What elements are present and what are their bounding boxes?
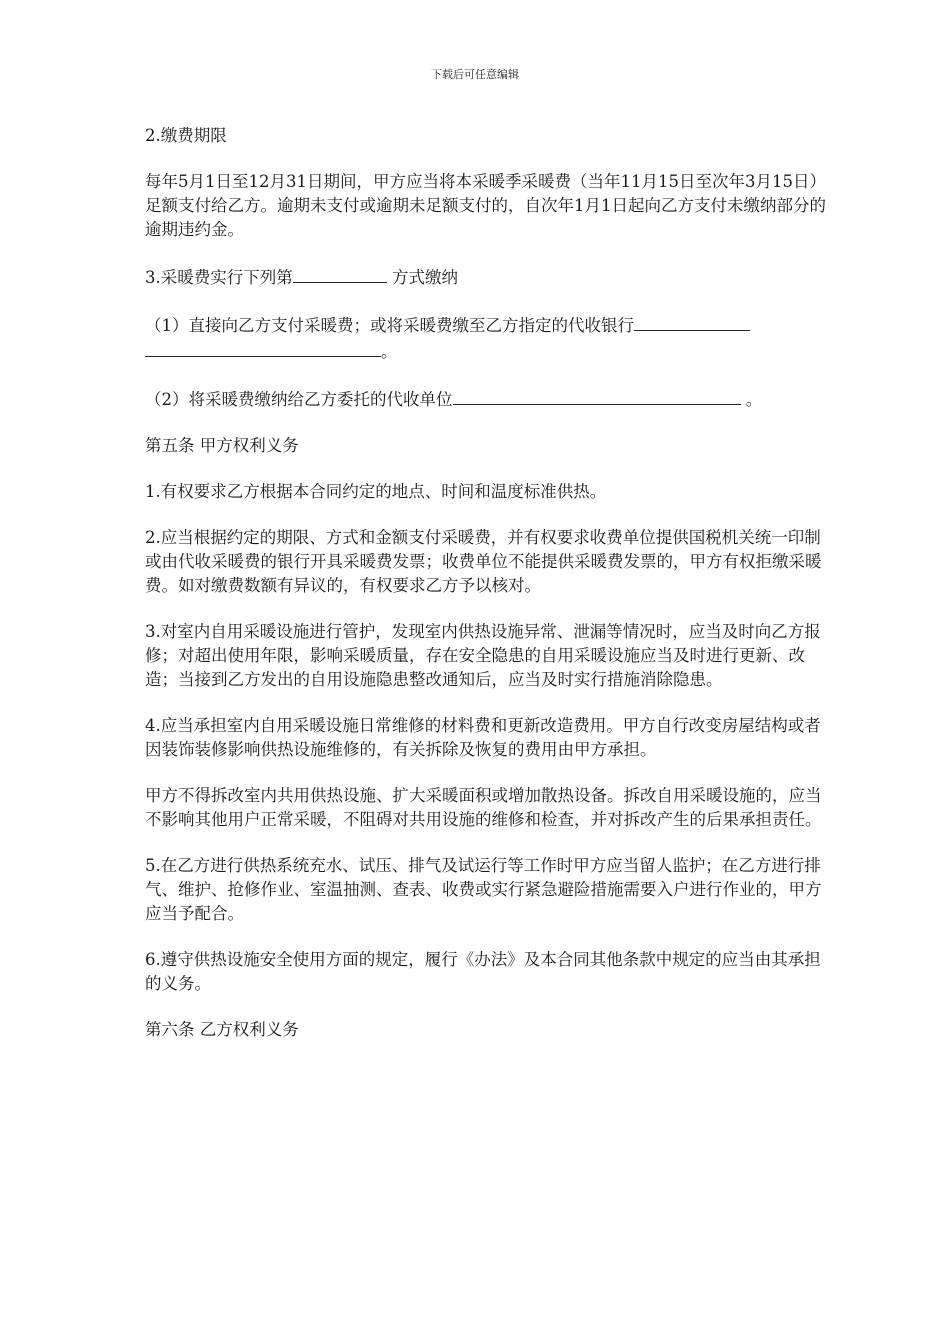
article-5-item-5: 5.在乙方进行供热系统充水、试压、排气及试运行等工作时甲方应当留人监护；在乙方进行排气、维护、抢修作业、室温抽测、查表、收费或实行紧急避险措施需要入户进行作业的，甲方应当予配合。 xyxy=(145,856,822,923)
paragraph-payment-method xyxy=(145,264,835,290)
option-1-text: （1）直接向乙方支付采暖费；或将采暖费缴至乙方指定的代收银行 xyxy=(145,316,634,335)
option-2-text: （2）将采暖费缴纳给乙方委托的代收单位 xyxy=(145,390,453,409)
fill-blank-method[interactable] xyxy=(293,264,387,283)
section-heading-payment-term: 2.缴费期限 xyxy=(145,126,227,145)
article-5-item-6: 6.遵守供热设施安全使用方面的规定，履行《办法》及本合同其他条款中规定的应当由其承担的义务。 xyxy=(145,950,821,993)
article-5-item-4-cont: 甲方不得拆改室内共用供热设施、扩大采暖面积或增加散热设备。拆改自用采暖设施的，应当不影响其他用户正常采暖，不阻碍对共用设施的维修和检查，并对拆改产生的后果承担责任。 xyxy=(145,786,822,829)
article-5-heading: 第五条 甲方权利义务 xyxy=(145,436,299,455)
article-6-heading: 第六条 乙方权利义务 xyxy=(145,1020,299,1039)
fill-blank-agent[interactable] xyxy=(453,386,741,405)
option-2-suffix: 。 xyxy=(740,390,763,409)
article-5-item-2: 2.应当根据约定的期限、方式和金额支付采暖费，并有权要求收费单位提供国税机关统一印制或由代收采暖费的银行开具采暖费发票；收费单位不能提供采暖费发票的，甲方有权拒缴采暖费。如对缴费数额有异议的，有权要求乙方予以核对。 xyxy=(145,528,822,595)
payment-method-suffix: 方式缴纳 xyxy=(386,268,458,287)
fill-blank-bank-cont[interactable] xyxy=(145,338,381,357)
fill-blank-bank[interactable] xyxy=(634,312,750,331)
option-1-suffix: 。 xyxy=(381,342,398,361)
document-body xyxy=(145,124,835,1064)
article-5-item-3: 3.对室内自用采暖设施进行管护，发现室内供热设施异常、泄漏等情况时，应当及时向乙方报修；对超出使用年限，影响采暖质量，存在安全隐患的自用采暖设施应当及时进行更新、改造；当接到乙方发出的自用设施隐患整改通知后，应当及时实行措施消除隐患。 xyxy=(145,622,821,689)
article-5-item-1: 1.有权要求乙方根据本合同约定的地点、时间和温度标准供热。 xyxy=(145,482,607,501)
paragraph-payment-period: 每年5月1日至12月31日期间，甲方应当将本采暖季采暖费（当年11月15日至次年3月15日）足额支付给乙方。逾期未支付或逾期未足额支付的，自次年1月1日起向乙方支付未缴纳部分的逾期违约金。 xyxy=(145,172,826,239)
header-note: 下载后可任意编辑 xyxy=(431,68,519,81)
article-5-item-4: 4.应当承担室内自用采暖设施日常维修的材料费和更新改造费用。甲方自行改变房屋结构或者因装饰装修影响供热设施维修的，有关拆除及恢复的费用由甲方承担。 xyxy=(145,716,821,759)
paragraph-option-2 xyxy=(145,386,835,412)
paragraph-option-1 xyxy=(145,312,835,364)
payment-method-text: 3.采暖费实行下列第 xyxy=(145,268,293,287)
